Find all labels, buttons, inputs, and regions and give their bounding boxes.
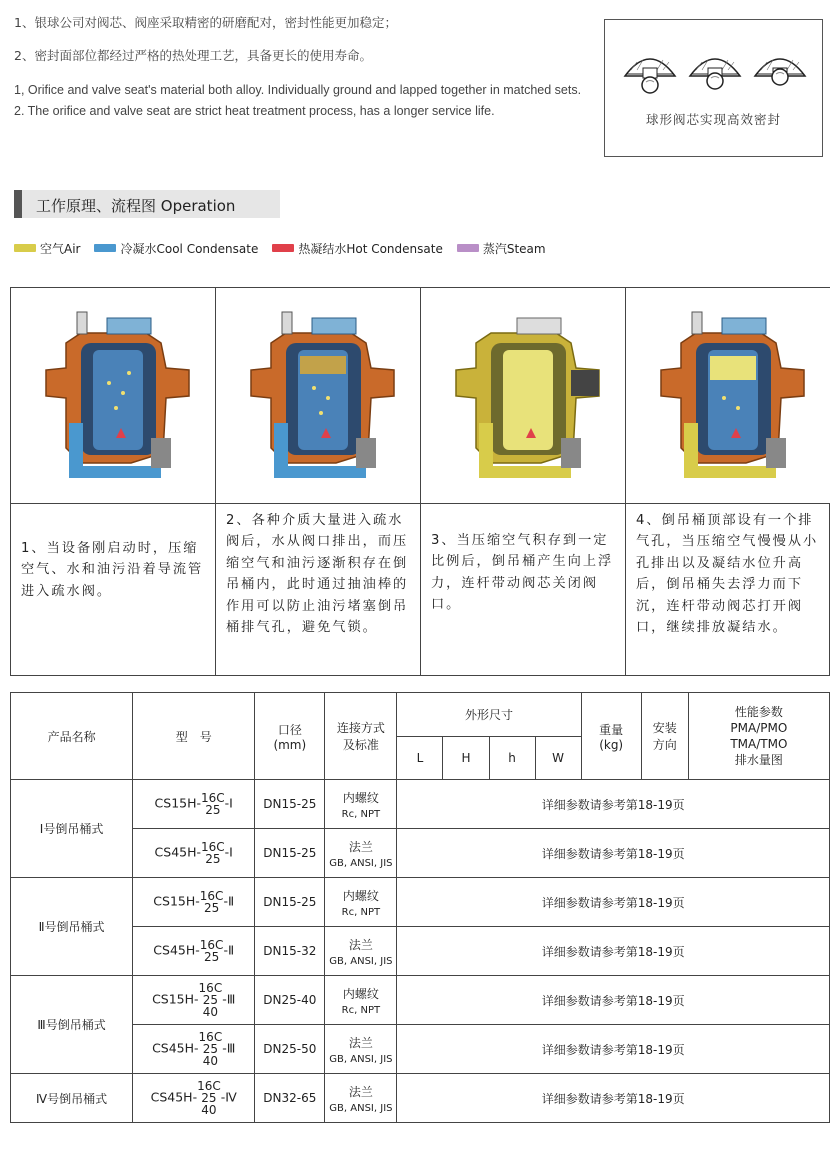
model-class-bottom: 25 — [201, 1091, 217, 1105]
ball-seal-illustration — [604, 19, 823, 157]
trap-diagram-step-1 — [11, 288, 215, 504]
intro-en-1: 1, Orifice and valve seat's material both alloy. Individually ground and lapped together in matched sets. — [14, 82, 582, 97]
bore-cell: DN15-32 — [255, 927, 325, 976]
operation-step-3-text: 3、当压缩空气积存到一定比例后，倒吊桶产生向上浮力，连杆带动阀芯关闭阀口。 — [431, 533, 614, 613]
detail-note-cell: 详细参数请参考第18-19页 — [397, 976, 830, 1025]
model-class-extra: 40 — [202, 1054, 219, 1068]
header-dim-L: L — [397, 737, 443, 780]
header-dim-H: H — [443, 737, 489, 780]
detail-note-cell: 详细参数请参考第18-19页 — [397, 927, 830, 976]
header-perf-l1: 性能参数 — [734, 704, 783, 719]
model-prefix: CS15H- — [154, 795, 202, 811]
table-row — [11, 1074, 830, 1123]
legend-swatch-cool-condensate — [94, 244, 116, 252]
model-suffix: -Ⅲ — [222, 1040, 236, 1056]
legend-item-steam — [457, 240, 546, 257]
product-name-cell: Ⅳ号倒吊桶式 — [11, 1074, 133, 1123]
media-legend — [14, 240, 560, 256]
connection-cell — [325, 976, 397, 1025]
product-name-cell: Ⅲ号倒吊桶式 — [11, 976, 133, 1074]
bore-cell: DN15-25 — [255, 878, 325, 927]
header-bore-unit: (mm) — [273, 737, 307, 752]
header-bore-label: 口径 — [277, 722, 302, 737]
trap-cutaway-image — [216, 288, 420, 504]
intro-cn-2: 2、密封面部位都经过严格的热处理工艺，具备更长的使用寿命。 — [14, 47, 372, 63]
section-title: 工作原理、流程图 Operation — [36, 197, 236, 215]
header-weight-label: 重量 — [599, 722, 624, 737]
model-pressure-class — [197, 1080, 221, 1116]
intro-cn-list — [14, 14, 599, 66]
model-suffix: -Ⅲ — [222, 991, 236, 1007]
model-suffix: -Ⅳ — [220, 1089, 237, 1105]
table-row — [11, 1025, 830, 1074]
detail-note-cell: 详细参数请参考第18-19页 — [397, 1025, 830, 1074]
bore-cell: DN15-25 — [255, 829, 325, 878]
connection-standard: Rc, NPT — [341, 906, 381, 918]
intro-text — [14, 14, 599, 122]
legend-swatch-hot-condensate — [272, 244, 294, 252]
operation-step-3 — [421, 288, 626, 675]
operation-step-2 — [216, 288, 421, 675]
bore-cell: DN32-65 — [255, 1074, 325, 1123]
legend-swatch-air — [14, 244, 36, 252]
legend-label-steam: 蒸汽Steam — [482, 241, 546, 256]
connection-type: 内螺纹 — [342, 790, 379, 805]
model-class-top: 16C — [199, 889, 224, 903]
operation-step-2-text: 2、各种介质大量进入疏水阀后，水从阀口排出，而压缩空气和油污逐渐积存在倒吊桶内，此时通过抽油棒的作用可以防止油污堵塞倒吊桶排气孔，避免气锁。 — [226, 513, 409, 635]
connection-type: 法兰 — [348, 1035, 373, 1050]
bore-cell: DN25-40 — [255, 976, 325, 1025]
connection-standard: GB, ANSI, JIS — [329, 857, 393, 869]
model-pressure-class — [200, 890, 224, 914]
model-prefix: CS15H- — [152, 991, 199, 1007]
legend-swatch-steam — [457, 244, 479, 252]
model-cell — [133, 927, 255, 976]
header-dim-W: W — [535, 737, 581, 780]
operation-step-4-text: 4、倒吊桶顶部设有一个排气孔，当压缩空气慢慢从小孔排出以及凝结水位升高后，倒吊桶失去浮力而下沉，连杆带动阀芯打开阀口，继续排放凝结水。 — [636, 513, 819, 635]
model-cell — [133, 1074, 255, 1123]
connection-cell — [325, 1074, 397, 1123]
table-row — [11, 829, 830, 878]
connection-standard: Rc, NPT — [341, 808, 381, 820]
connection-standard: Rc, NPT — [341, 1004, 381, 1016]
model-prefix: CS15H- — [153, 893, 200, 909]
connection-cell — [325, 878, 397, 927]
trap-cutaway-image — [421, 288, 625, 504]
model-suffix: -Ⅰ — [224, 844, 233, 860]
model-prefix: CS45H- — [154, 844, 202, 860]
model-class-bottom: 25 — [203, 950, 220, 964]
header-model: 型 号 — [133, 693, 255, 780]
connection-type: 法兰 — [348, 937, 373, 952]
header-perf-l3: TMA/TMO — [730, 737, 788, 751]
model-class-top: 16C — [198, 1030, 223, 1044]
intro-en-list — [14, 80, 599, 123]
model-pressure-class — [199, 1031, 223, 1067]
section-header-operation — [14, 190, 280, 218]
intro-en-2: 2. The orifice and valve seat are strict heat treatment process, has a longer service life. — [14, 103, 495, 118]
trap-cutaway-image — [626, 288, 830, 504]
legend-label-air: 空气Air — [40, 241, 81, 256]
header-weight-unit: (kg) — [599, 737, 624, 752]
operation-panels — [10, 287, 830, 676]
table-row — [11, 878, 830, 927]
model-class-bottom: 25 — [203, 901, 220, 915]
legend-item-hot-condensate — [272, 240, 443, 257]
connection-type: 内螺纹 — [342, 986, 379, 1001]
legend-label-cool-condensate: 冷凝水Cool Condensate — [120, 241, 259, 256]
model-suffix: -Ⅱ — [223, 942, 235, 958]
model-class-top: 16C — [198, 981, 223, 995]
model-class-extra: 40 — [202, 1005, 219, 1019]
product-name-cell: Ⅰ号倒吊桶式 — [11, 780, 133, 878]
connection-cell — [325, 1025, 397, 1074]
ball-valve-seal-icons — [615, 40, 815, 100]
table-row — [11, 927, 830, 976]
table-row — [11, 780, 830, 829]
model-class-top: 16C — [201, 840, 225, 854]
legend-label-hot-condensate: 热凝结水Hot Condensate — [298, 241, 443, 256]
operation-step-1-text: 1、当设备刚启动时，压缩空气、水和油污沿着导流管进入疏水阀。 — [21, 541, 204, 599]
legend-item-air — [14, 240, 80, 257]
intro-cn-1: 1、银球公司对阀芯、阀座采取精密的研磨配对，密封性能更加稳定； — [14, 15, 397, 30]
model-suffix: -Ⅱ — [223, 893, 235, 909]
header-perf-l4: 排水量图 — [734, 753, 783, 768]
section-header-bar — [14, 190, 22, 218]
model-cell — [133, 780, 255, 829]
header-dimensions: 外形尺寸 — [397, 693, 581, 737]
header-install — [641, 693, 688, 780]
model-class-top: 16C — [199, 938, 224, 952]
model-class-bottom: 25 — [205, 852, 221, 866]
model-class-top: 16C — [197, 1079, 221, 1093]
table-header-row — [11, 693, 830, 737]
product-name-cell: Ⅱ号倒吊桶式 — [11, 878, 133, 976]
header-dim-h: h — [489, 737, 535, 780]
model-class-bottom: 25 — [202, 993, 219, 1007]
connection-cell — [325, 780, 397, 829]
spec-table — [10, 692, 830, 1123]
model-suffix: -Ⅰ — [224, 795, 233, 811]
model-cell — [133, 878, 255, 927]
model-prefix: CS45H- — [153, 942, 200, 958]
connection-cell — [325, 829, 397, 878]
header-product-name: 产品名称 — [11, 693, 133, 780]
legend-item-cool-condensate — [94, 240, 258, 257]
connection-type: 法兰 — [348, 1084, 373, 1099]
model-pressure-class — [199, 982, 223, 1018]
model-cell — [133, 976, 255, 1025]
header-bore — [255, 693, 325, 780]
operation-step-1 — [11, 288, 216, 675]
detail-note-cell: 详细参数请参考第18-19页 — [397, 780, 830, 829]
table-row — [11, 976, 830, 1025]
trap-diagram-step-4 — [626, 288, 830, 504]
connection-cell — [325, 927, 397, 976]
connection-type: 法兰 — [348, 839, 373, 854]
detail-note-cell: 详细参数请参考第18-19页 — [397, 829, 830, 878]
header-performance — [688, 693, 829, 780]
trap-cutaway-image — [11, 288, 215, 504]
header-weight — [581, 693, 641, 780]
seal-caption: 球形阀芯实现高效密封 — [645, 112, 781, 127]
model-class-bottom: 25 — [205, 803, 221, 817]
bore-cell: DN15-25 — [255, 780, 325, 829]
model-prefix: CS45H- — [152, 1040, 199, 1056]
bore-cell: DN25-50 — [255, 1025, 325, 1074]
connection-standard: GB, ANSI, JIS — [329, 1053, 393, 1065]
connection-type: 内螺纹 — [342, 888, 379, 903]
operation-step-4 — [626, 288, 831, 675]
header-install-sub: 方向 — [652, 738, 677, 752]
trap-diagram-step-3 — [421, 288, 625, 504]
model-cell — [133, 1025, 255, 1074]
model-pressure-class — [201, 841, 225, 865]
model-class-bottom: 25 — [202, 1042, 219, 1056]
header-connection — [325, 693, 397, 780]
trap-diagram-step-2 — [216, 288, 420, 504]
detail-note-cell: 详细参数请参考第18-19页 — [397, 1074, 830, 1123]
connection-standard: GB, ANSI, JIS — [329, 955, 393, 967]
header-connection-label: 连接方式 — [336, 721, 385, 735]
header-connection-sub: 及标准 — [342, 738, 379, 752]
detail-note-cell: 详细参数请参考第18-19页 — [397, 878, 830, 927]
header-install-label: 安装 — [652, 721, 677, 735]
model-class-top: 16C — [201, 791, 225, 805]
model-pressure-class — [200, 939, 224, 963]
header-perf-l2: PMA/PMO — [730, 720, 788, 735]
model-cell — [133, 829, 255, 878]
model-prefix: CS45H- — [150, 1089, 198, 1105]
model-pressure-class — [201, 792, 225, 816]
connection-standard: GB, ANSI, JIS — [329, 1102, 393, 1114]
model-class-extra: 40 — [201, 1103, 217, 1117]
